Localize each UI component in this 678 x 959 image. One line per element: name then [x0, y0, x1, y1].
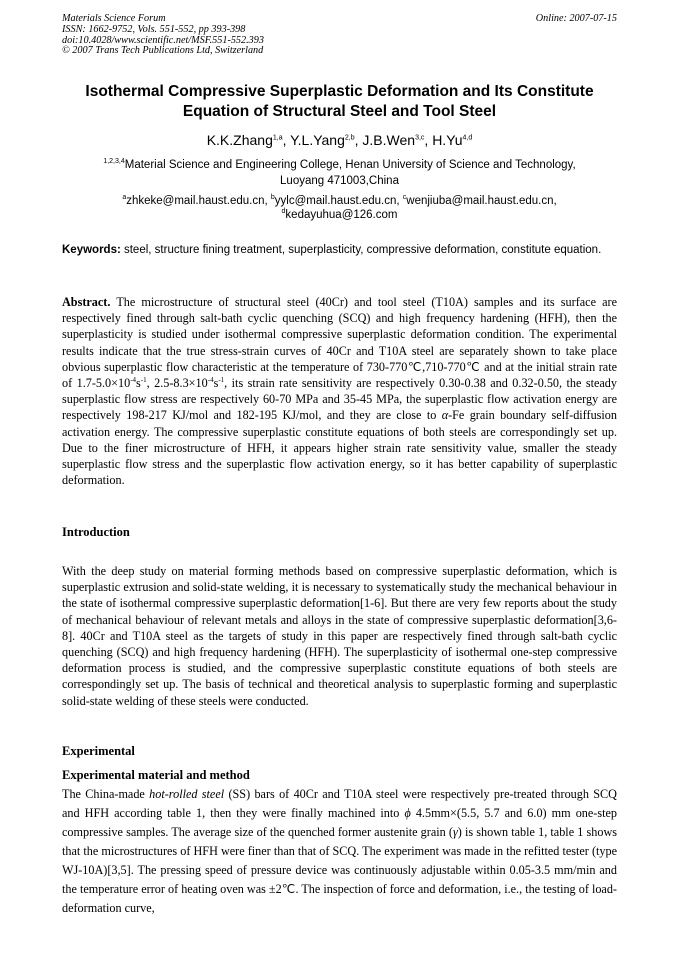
online-date: Online: 2007-07-15 — [535, 13, 617, 24]
email-mark: d — [281, 208, 286, 216]
abstract-text: -Fe grain boundary self-diffusion activation energy. The compressive superplastic constitute equations of both steels are correspondingly set up. Due to the finer microstructure of HFH, it appears higher strain rate sensitivity value, smaller the steady superplastic flow stress and the superplastic flow activation energy, so it has better capability of superplastic deformation. — [62, 408, 617, 488]
abstract-text: s — [213, 376, 219, 391]
exponent: -4 — [130, 375, 137, 384]
abstract-text: The microstructure of structural steel (40Cr) and tool steel (T10A) samples and its surface are respectively fined through salt-bath cyclic quenching (SCQ) and high frequency hardening (HFH), then the superplasticity is studied under isothermal compressive superplastic deformation condition. The experimental results indicate that the true stress-strain curves of 40Cr and T10A steel are separately shown to take place obvious superplastic flow characteristic at the temperature of 730-770℃,710-770℃ and at the initial strain rate of 1.7-5.0×10 — [62, 295, 617, 391]
author-name: H.Yu — [432, 132, 463, 148]
experimental-subheading: Experimental material and method — [62, 768, 250, 782]
affiliation-line-1: Material Science and Engineering College, Henan University of Science and Technology, — [124, 159, 576, 171]
abstract-text: s — [136, 376, 141, 391]
author-separator: , — [354, 132, 363, 148]
exponent: -4 — [207, 375, 214, 384]
experimental-text — [62, 785, 617, 918]
journal-doi: doi:10.4028/www.scientific.net/MSF.551-552.393 — [62, 34, 264, 46]
experimental-text-part: ) is shown table 1, table 1 shows that the microstructures of HFH were finer than that of SCQ. The experiment was made in the refitted tester (type WJ-10A)[3,5]. The pressing speed of pressure device was continuously adjustable within 0.05-3.5 mm/min and the temperature error of heating oven was ±2℃. The inspection of force and deformation, i.e., the testing of load-deformation curve, — [62, 825, 618, 915]
email-link[interactable]: wenjiuba@mail.haust.edu.cn, — [406, 195, 557, 207]
author-list — [62, 131, 617, 149]
author-affil-mark: 4,d — [462, 134, 473, 142]
author-separator: , — [282, 132, 291, 148]
exponent: -1 — [140, 375, 147, 384]
journal-copyright: © 2007 Trans Tech Publications Ltd, Switzerland — [62, 45, 264, 57]
author-affil-mark: 3,c — [415, 134, 425, 142]
email-mark: a — [122, 194, 127, 202]
phi-symbol: ϕ — [404, 806, 411, 820]
keywords-text: steel, structure fining treatment, superplasticity, compressive deformation, constitute equation. — [120, 244, 602, 256]
experimental-text-part: The China-made — [62, 787, 150, 801]
experimental-heading: Experimental — [62, 744, 135, 758]
author-affil-mark: 2,b — [344, 134, 355, 142]
email-mark: c — [402, 194, 407, 202]
keywords-label: Keywords: — [62, 244, 121, 256]
email-mark: b — [270, 194, 275, 202]
author-affil-mark: 1,a — [272, 134, 283, 142]
affiliation-mark: 1,2,3,4 — [103, 158, 125, 166]
title-line-1: Isothermal Compressive Superplastic Deformation and Its Constitute — [85, 83, 594, 100]
introduction-text: With the deep study on material forming methods based on compressive superplastic deformation, which is superplastic extrusion and solid-state welding, it is necessary to systematically study the mechanical behaviour in the state of isothermal compressive superplastic deformation[1-6]. But there are very few reports about the study of mechanical behaviour of relevant metals and alloys in the state of compressive superplastic deformation[3,6-8]. 40Cr and T10A steel as the targets of study in this paper are respectively fined through salt-bath cyclic quenching (SCQ) and high frequency hardening (HFH). The superplasticity of isothermal one-step compressive deformation process is studied, and the compressive superplastic constitute equations of both steels are correspondingly set up. The basis of technical and theoretical analysis to superplastic forming and superplastic solid-state welding of these steels were conducted. — [62, 564, 617, 708]
gamma-symbol: γ — [452, 825, 458, 839]
author-name: J.B.Wen — [362, 132, 416, 148]
affiliation-line-2: Luoyang 471003,China — [280, 175, 399, 187]
journal-issn: ISSN: 1662-9752, Vols. 551-552, pp 393-398 — [62, 23, 246, 35]
alpha-symbol: α — [441, 408, 449, 423]
paper-title — [62, 82, 617, 122]
keywords — [62, 242, 617, 258]
author-separator: , — [424, 132, 433, 148]
email-link[interactable]: yylc@mail.haust.edu.cn, — [274, 195, 403, 207]
title-line-2: Equation of Structural Steel and Tool Steel — [182, 103, 497, 120]
author-name: K.K.Zhang — [206, 132, 273, 148]
journal-header — [62, 14, 617, 57]
introduction-heading: Introduction — [62, 525, 130, 539]
author-emails — [62, 194, 617, 222]
abstract-text: , 2.5-8.3×10 — [146, 376, 208, 391]
journal-name: Materials Science Forum — [62, 13, 166, 24]
author-name: Y.L.Yang — [290, 132, 345, 148]
affiliation — [62, 157, 617, 189]
abstract-text: , its strain rate sensitivity are respectively 0.30-0.38 and 0.32-0.50, the steady superplastic flow stress are respectively 60-70 MPa and 35-45 MPa, the superplastic flow activation energy are respectively 198-217 KJ/mol and 182-195 KJ/mol, and they are close to — [62, 376, 617, 423]
exponent: -1 — [218, 375, 225, 384]
italic-term: hot-rolled steel — [149, 787, 225, 801]
email-link[interactable]: zhkeke@mail.haust.edu.cn, — [126, 195, 271, 207]
experimental-text-part: (SS) bars of 40Cr and T10A steel were respectively pre-treated through SCQ and HFH according table 1, then they were finally machined into — [62, 787, 617, 820]
email-link[interactable]: kedayuhua@126.com — [285, 209, 398, 221]
abstract — [62, 294, 617, 488]
abstract-label: Abstract. — [62, 295, 111, 309]
experimental-text-part: 4.5mm×(5.5, 5.7 and 6.0) mm one-step compressive samples. The average size of the quenched former austenite grain ( — [62, 806, 617, 839]
